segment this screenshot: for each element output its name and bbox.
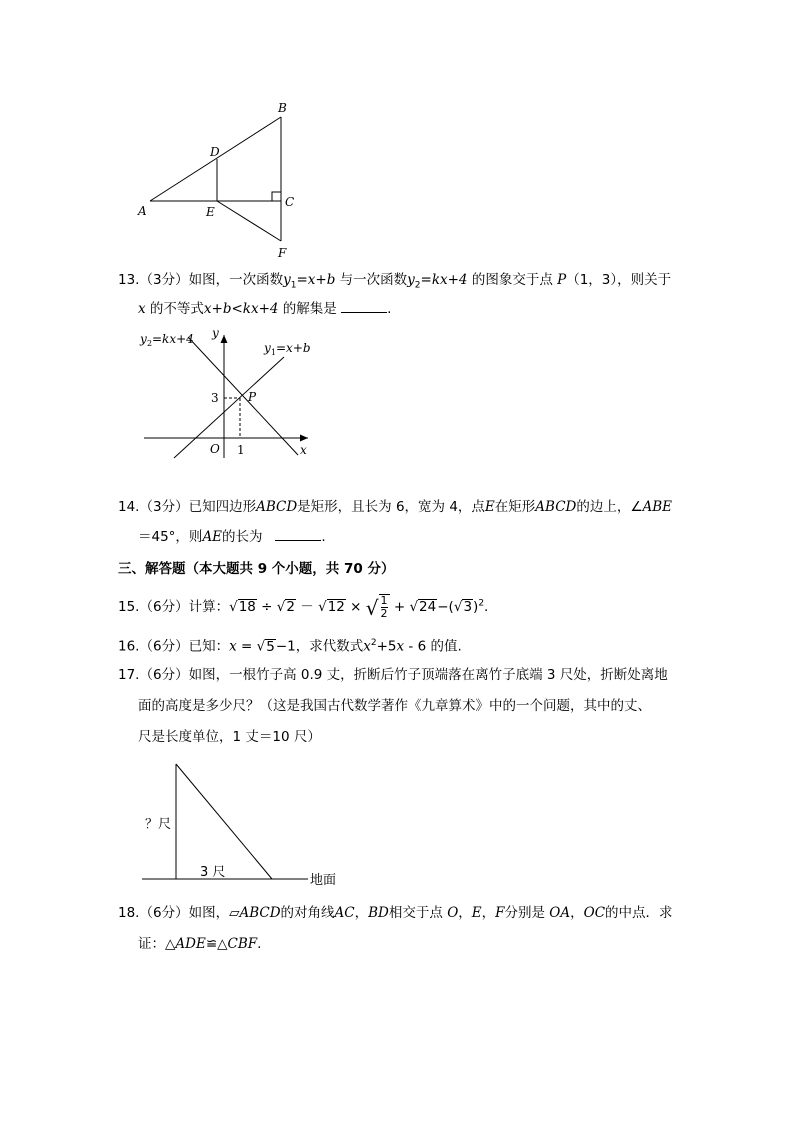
- label-B: B: [278, 101, 287, 115]
- graph-axis-x-label: x: [300, 443, 307, 457]
- q18-text-c: 相交于点: [388, 905, 443, 921]
- graph-tick-3: 3: [211, 391, 219, 405]
- q13-eq1: =x+b: [296, 272, 336, 288]
- q13-line2-b: 的不等式: [149, 301, 204, 317]
- label-C: C: [285, 195, 295, 209]
- q13-coords: （1，3）: [566, 272, 618, 288]
- q18-text-d: 分别是: [504, 905, 545, 921]
- q16-number: 16.: [118, 638, 140, 655]
- q16-sup: 2: [370, 638, 377, 648]
- q17-line2: 面的高度是多少尺？（这是我国古代数学著作《九章算术》中的一个问题，其中的丈、: [138, 698, 651, 714]
- q18-text-e: 的中点．求: [605, 905, 673, 921]
- q14-line2-a: ＝45°，则: [138, 529, 203, 545]
- q14-text-d: 的边上，∠: [576, 499, 643, 515]
- q14-abcd-2: ABCD: [535, 499, 577, 515]
- q15-plus: +: [393, 599, 406, 615]
- q16-line: 16.（6分）已知：x = √5−1，求代数式$x^2+5x - 6$ 的值.: [118, 638, 462, 655]
- q18-abcd: ABCD: [239, 905, 281, 921]
- fig3-base-label: 3 尺: [200, 865, 226, 880]
- q18-comma-2: ，: [458, 905, 472, 921]
- graph-y2-eq: =kx+4: [152, 332, 194, 346]
- q18-bd: BD: [368, 905, 389, 921]
- q15-sup: 2: [478, 598, 485, 609]
- q14-line2: [138, 528, 326, 546]
- q18-cbf: CBF: [227, 936, 258, 952]
- q16-score: （6分）: [139, 638, 189, 655]
- q18-end: .: [257, 936, 262, 952]
- q13-eq2: =kx+4: [420, 272, 468, 288]
- q14-score: （3分）: [139, 499, 189, 515]
- graph-tick-1: 1: [237, 443, 245, 457]
- q15-number: 15.: [118, 599, 140, 615]
- q13-text-d: ，则关于: [617, 272, 672, 288]
- q14-line1: [118, 498, 672, 516]
- q18-number: 18.: [118, 905, 140, 921]
- q14-answer-blank[interactable]: [275, 528, 321, 541]
- fig3-ground-label: 地面: [310, 873, 337, 888]
- q15-frac-num: 1: [380, 594, 388, 607]
- figure-bamboo-triangle: [140, 760, 360, 895]
- q14-line2-b: 的长为: [222, 529, 263, 545]
- figure-triangle-abcdef: [130, 95, 310, 265]
- q17-line1: [118, 666, 668, 684]
- q18-line1: [118, 904, 673, 922]
- q14-end: .: [321, 529, 326, 545]
- q16-minus1: −1，求代数式: [275, 638, 364, 655]
- q16-x3: x: [396, 638, 405, 655]
- figure-linear-functions-graph: [136, 323, 326, 463]
- q17-number: 17.: [118, 667, 140, 683]
- q13-y1: y: [283, 272, 291, 288]
- q18-oa: OA: [549, 905, 571, 921]
- graph-point-p-label: P: [248, 390, 257, 404]
- q18-ade: ADE: [175, 936, 206, 952]
- q13-point: P: [557, 272, 567, 288]
- q13-text-b: 与一次函数: [339, 272, 408, 288]
- q15-div: ÷: [261, 599, 273, 615]
- graph-axis-y-label: y: [212, 326, 219, 340]
- q18-text-b: 的对角线: [280, 905, 335, 921]
- q15-radicand-12: 12: [327, 599, 345, 615]
- q13-text-a: 如图，一次函数: [188, 272, 284, 288]
- q13-y1-sub: 1: [290, 280, 297, 291]
- q18-f: F: [495, 905, 505, 921]
- q13-inequality: x+b<kx+4: [203, 301, 279, 317]
- graph-y2-sub: 2: [147, 339, 153, 348]
- q18-text-a: 如图，: [188, 905, 230, 921]
- q15-radicand-2: 2: [286, 599, 295, 615]
- label-A: A: [138, 204, 147, 218]
- graph-y1-sub: 1: [271, 348, 277, 357]
- q13-line1: [118, 271, 671, 295]
- graph-y2-label: y: [140, 332, 147, 346]
- q18-parallelogram-symbol: ▱: [229, 905, 240, 921]
- label-F: F: [278, 246, 287, 260]
- q18-o: O: [447, 905, 459, 921]
- q18-e: E: [471, 905, 482, 921]
- q13-line2: [138, 300, 391, 318]
- q13-y2-sub: 2: [414, 280, 421, 291]
- section-3-title: 三、解答题（本大题共 9 个小题，共 70 分）: [118, 561, 395, 577]
- q13-answer-blank[interactable]: [341, 300, 387, 313]
- q18-line2-a: 证：△: [138, 936, 176, 952]
- q14-text-b: 是矩形，且长为 6，宽为 4，点: [297, 499, 485, 515]
- q16-eq: =: [236, 638, 257, 655]
- q15-line: 15.（6分）计算：√18 ÷ √2 － √12 × √ $\frac{1}{2}$ + $√24-(√3)^2$.: [118, 594, 489, 620]
- q14-abe: ABE: [642, 499, 672, 515]
- q13-line2-c: 的解集是: [282, 301, 337, 317]
- q16-x: x: [229, 638, 237, 655]
- q18-score: （6分）: [139, 905, 189, 921]
- q15-times: ×: [350, 599, 362, 615]
- graph-y1-label: y: [264, 341, 271, 355]
- q13-y2: y: [407, 272, 415, 288]
- q16-x2: x: [363, 638, 371, 655]
- q14-ae: AE: [202, 529, 223, 545]
- q18-ac: AC: [334, 905, 355, 921]
- q15-minus: －: [300, 599, 314, 615]
- q15-radicand-18: 18: [238, 599, 256, 615]
- label-E: E: [206, 205, 215, 219]
- q15-radicand-3: 3: [463, 599, 473, 615]
- q14-e: E: [484, 499, 495, 515]
- q13-number: 13.: [118, 272, 140, 288]
- graph-y1-eq: =x+b: [276, 341, 311, 355]
- q18-line2: [138, 935, 261, 953]
- q16-radicand-5: 5: [266, 638, 275, 655]
- q15-radicand-24: 24: [419, 599, 437, 615]
- q15-score: （6分）: [139, 599, 189, 615]
- q16-text-a: 已知：: [188, 638, 230, 655]
- label-D: D: [210, 145, 220, 159]
- q13-end: .: [387, 301, 392, 317]
- q15-frac-den: 2: [380, 607, 388, 620]
- q17-score: （6分）: [139, 667, 189, 683]
- graph-origin-label: O: [210, 442, 220, 456]
- q18-comma-1: ，: [354, 905, 369, 921]
- q15-tail-a: −(: [437, 599, 454, 615]
- q14-abcd-1: ABCD: [256, 499, 298, 515]
- q16-tail2: - 6 的值.: [404, 638, 462, 655]
- q13-text-c: 的图象交于点: [471, 272, 553, 288]
- q18-comma-3: ，: [481, 905, 496, 921]
- q13-x: x: [138, 301, 146, 317]
- q14-number: 14.: [118, 499, 140, 515]
- q14-text-c: 在矩形: [494, 499, 536, 515]
- q18-congruent: ≌△: [205, 936, 228, 952]
- q13-score: （3分）: [139, 272, 189, 288]
- q14-text-a: 已知四边形: [188, 499, 257, 515]
- q15-tail-b: ): [473, 599, 479, 615]
- q17-line1-text: 如图，一根竹子高 0.9 丈，折断后竹子顶端落在离竹子底端 3 尺处，折断处离地: [188, 667, 668, 683]
- q15-text: 计算：: [188, 599, 230, 615]
- q16-tail: +5: [376, 638, 397, 655]
- q17-line3: 尺是长度单位，1 丈＝10 尺）: [138, 729, 321, 745]
- q18-oc: OC: [583, 905, 606, 921]
- q18-comma-4: ，: [570, 905, 584, 921]
- fig3-height-label: ？尺: [145, 817, 172, 832]
- q15-end: .: [484, 599, 489, 615]
